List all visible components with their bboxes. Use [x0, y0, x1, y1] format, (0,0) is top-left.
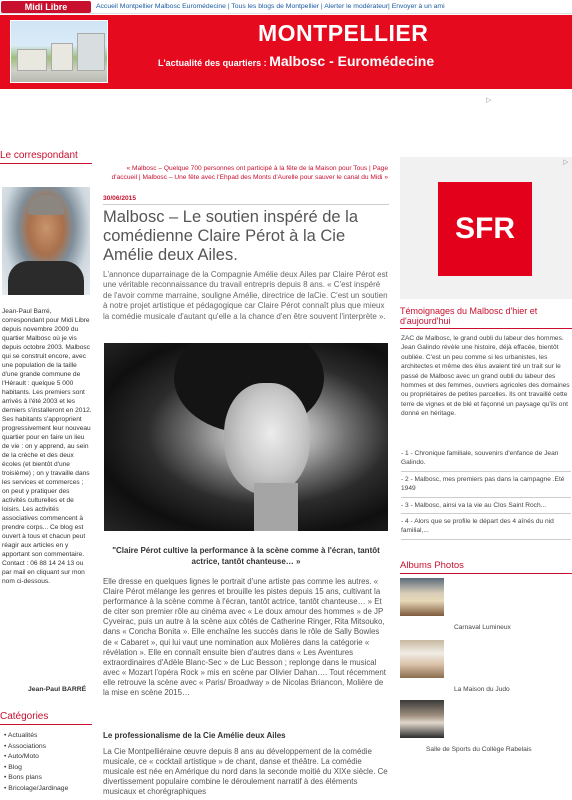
testimonials-links: [401, 446, 571, 540]
categories-title: Catégories: [0, 711, 92, 725]
banner-sub-quarter: Malbosc - Euromédecine: [269, 53, 435, 69]
sidebar-left: [0, 150, 92, 792]
post-date: 30/06/2015: [103, 195, 137, 202]
category-item[interactable]: • Actualités: [4, 731, 68, 742]
banner-sub-prefix: L'actualité des quartiers :: [158, 58, 267, 68]
album-caption[interactable]: Carnaval Lumineux: [454, 624, 511, 631]
post-navigation[interactable]: « Malbosc – Quelque 700 personnes ont participé à la fête de la Maison pour Tous | Page d'accueil | Malbosc – Une fête avec l'Ehpad des Monts d'Aurelle pour sauver le canal du Midi »: [111, 165, 388, 181]
top-links[interactable]: Accueil Montpellier Malbosc Euromédecine | Tous les blogs de Montpellier | Alerter le modérateur| Envoyer à un ami: [96, 3, 445, 10]
article-title: Malbosc – Le soutien inspéré de la comédienne Claire Pérot à la Cie Amélie deux Ailes.: [103, 208, 358, 264]
album-thumbnail[interactable]: [400, 640, 444, 678]
article-quote: "Claire Pérot cultive la performance à la scène comme à l'écran, tantôt actrice, tantôt chanteuse… »: [112, 546, 380, 566]
article-subheading: Le professionalisme de la Cie Amélie deux Ailes: [103, 731, 286, 740]
top-bar: [0, 0, 572, 14]
album-caption[interactable]: Salle de Sports du Collège Rabelais: [426, 746, 532, 753]
category-item[interactable]: • Auto/Moto: [4, 752, 68, 763]
category-item[interactable]: • Associations: [4, 742, 68, 753]
album-caption[interactable]: La Maison du Judo: [454, 686, 510, 693]
divider: [103, 204, 389, 205]
testimonials-title: Témoignages du Malbosc d'hier et d'aujourd'hui: [400, 306, 572, 329]
banner-photo: [10, 20, 108, 83]
banner-title[interactable]: MONTPELLIER: [258, 20, 429, 46]
article-photo: [104, 343, 388, 531]
testimonials-text: ZAC de Malbosc, le grand oubli du labeur des hommes. Jean Galindo révèle une histoire, déjà effacée, bientôt oubliée. C'est un peu comme si les urbanistes, les architectes et même des élus avaient tiré un trait sur le passé de Malbosc avec un grand oubli du labeur des hommes et des femmes, ouvriers agricoles des domaines ou propriétaires de petites parcelles. Ils ont travaillé cette terre de vignes et de blé et façonné un paysage qu'ils ont donné en héritage.: [401, 335, 570, 418]
album-thumbnail[interactable]: [400, 700, 444, 738]
article-intro: L'annonce duparrainage de la Compagnie Amélie deux Ailes par Claire Pérot est une véritable reconnaissance du travail entrepris depuis 8 ans. « C'est inspéré de l'avoir comme marraine, souligne Amélie, directrice de laCie. C'est un soutien à notre projet artistique et pédagogique car Claire Pérot connaît plus que mieux la comédie musicale d'autant qu'elle a la chance d'en être souvent l'interprète ».: [103, 270, 388, 321]
album-thumbnail[interactable]: [400, 578, 444, 616]
testimonial-link[interactable]: - 2 - Malbosc, mes premiers pas dans la campagne .Eté 1949: [401, 472, 571, 498]
banner-subtitle: [158, 53, 434, 69]
albums-title: Albums Photos: [400, 560, 572, 574]
correspondent-bio: Jean-Paul Barré, correspondant pour Midi Libre depuis novembre 2009 du quartier Malbosc où je vis depuis octobre 2003. Malbosc qui se construit encore, avec une population de la taille d'une grande commune de l'Hérault : quelque 5 000 habitants. Les premiers sont arrivés à l'été 2003 et les derniers s'installeront en 2012. Ses habitants s'approprient progressivement leur nouveau quartier pour en faire un lieu de vie : on y apprend, au sein de la crèche et des deux écoles (et bientôt d'une troisième) ; on y travaille dans les services et commerces ; on peut y pratiquer des activités culturelles et de loisirs. Les activités associatives commencent à prendre corps... Ce blog est ouvert à tous et chacun peut réagir aux articles en y apportant son commentaire. Contact : 06 88 14 24 13 ou par mail en cliquant sur mon nom ci-dessous.: [2, 308, 92, 585]
midi-libre-logo[interactable]: Midi Libre: [1, 1, 91, 13]
album-item[interactable]: [400, 578, 572, 631]
category-item[interactable]: • Bons plans: [4, 773, 68, 784]
category-item[interactable]: • Bricolage/Jardinage: [4, 784, 68, 795]
category-item[interactable]: • Blog: [4, 763, 68, 774]
correspondent-title: Le correspondant: [0, 150, 92, 164]
ad-choices-icon[interactable]: ▷: [563, 159, 569, 166]
testimonial-link[interactable]: - 4 - Alors que se profile le départ des 4 aînés du nid familial,...: [401, 514, 571, 540]
ad-choices-icon[interactable]: ▷: [486, 97, 492, 104]
testimonial-link[interactable]: - 1 - Chronique familiale, souvenirs d'enfance de Jean Galindo.: [401, 446, 571, 472]
categories-list: [4, 731, 68, 794]
header-banner: [0, 15, 572, 89]
article-body-2: La Cie Montpelliéraine œuvre depuis 8 ans au développement de la comédie musicale, ce « cocktail artistique » de chant, danse et théâtre. La comédie musicale est née en Amérique du nord dans la seconde moitié du XIXe siècle. Ce divertissement populaire combine le déroulement narratif à des éléments musicaux et chorégraphiques: [103, 747, 388, 797]
article-body: Elle dresse en quelques lignes le portrait d'une artiste pas comme les autres. « Claire Pérot mélange les genres et brouille les pistes depuis 15 ans, cultivant la performance à la scène comme à l'écran, tantôt actrice, tantôt chanteuse… » Et de citer son premier rôle au cinéma avec « Le doux amour des hommes » de JP Cyveirac, puis un autre à la scène aux côtés de Catherine Ringer, Rita Mitsouko, dans « Concha Bonita ». Elle enchaîne les succès dans le rôle de Sally Bowles de « Cabaret », qui lui vaut une nomination aux Molières dans la catégorie « révélation ». Elle en connaît ensuite bien d'autres dans « Les Aventures extraordinaires d'Adèle Blanc-Sec » de Luc Besson ; replonge dans le musical avec « Mozart l'opéra Rock » mis en scène par Olivier Dahan…. Tout récemment elle retrouve la scène avec « Paris/ Broadway » de Nicolas Briancon, Molière de la mise en scène 2015…: [103, 577, 386, 698]
sfr-logo[interactable]: SFR: [438, 182, 532, 276]
correspondent-photo: [2, 187, 90, 295]
album-item[interactable]: [400, 700, 572, 753]
album-item[interactable]: [400, 640, 572, 693]
correspondent-signature-link[interactable]: Jean-Paul BARRÉ: [28, 686, 87, 693]
testimonial-link[interactable]: - 3 - Malbosc, ainsi va la vie au Clos Saint Roch...: [401, 498, 571, 514]
